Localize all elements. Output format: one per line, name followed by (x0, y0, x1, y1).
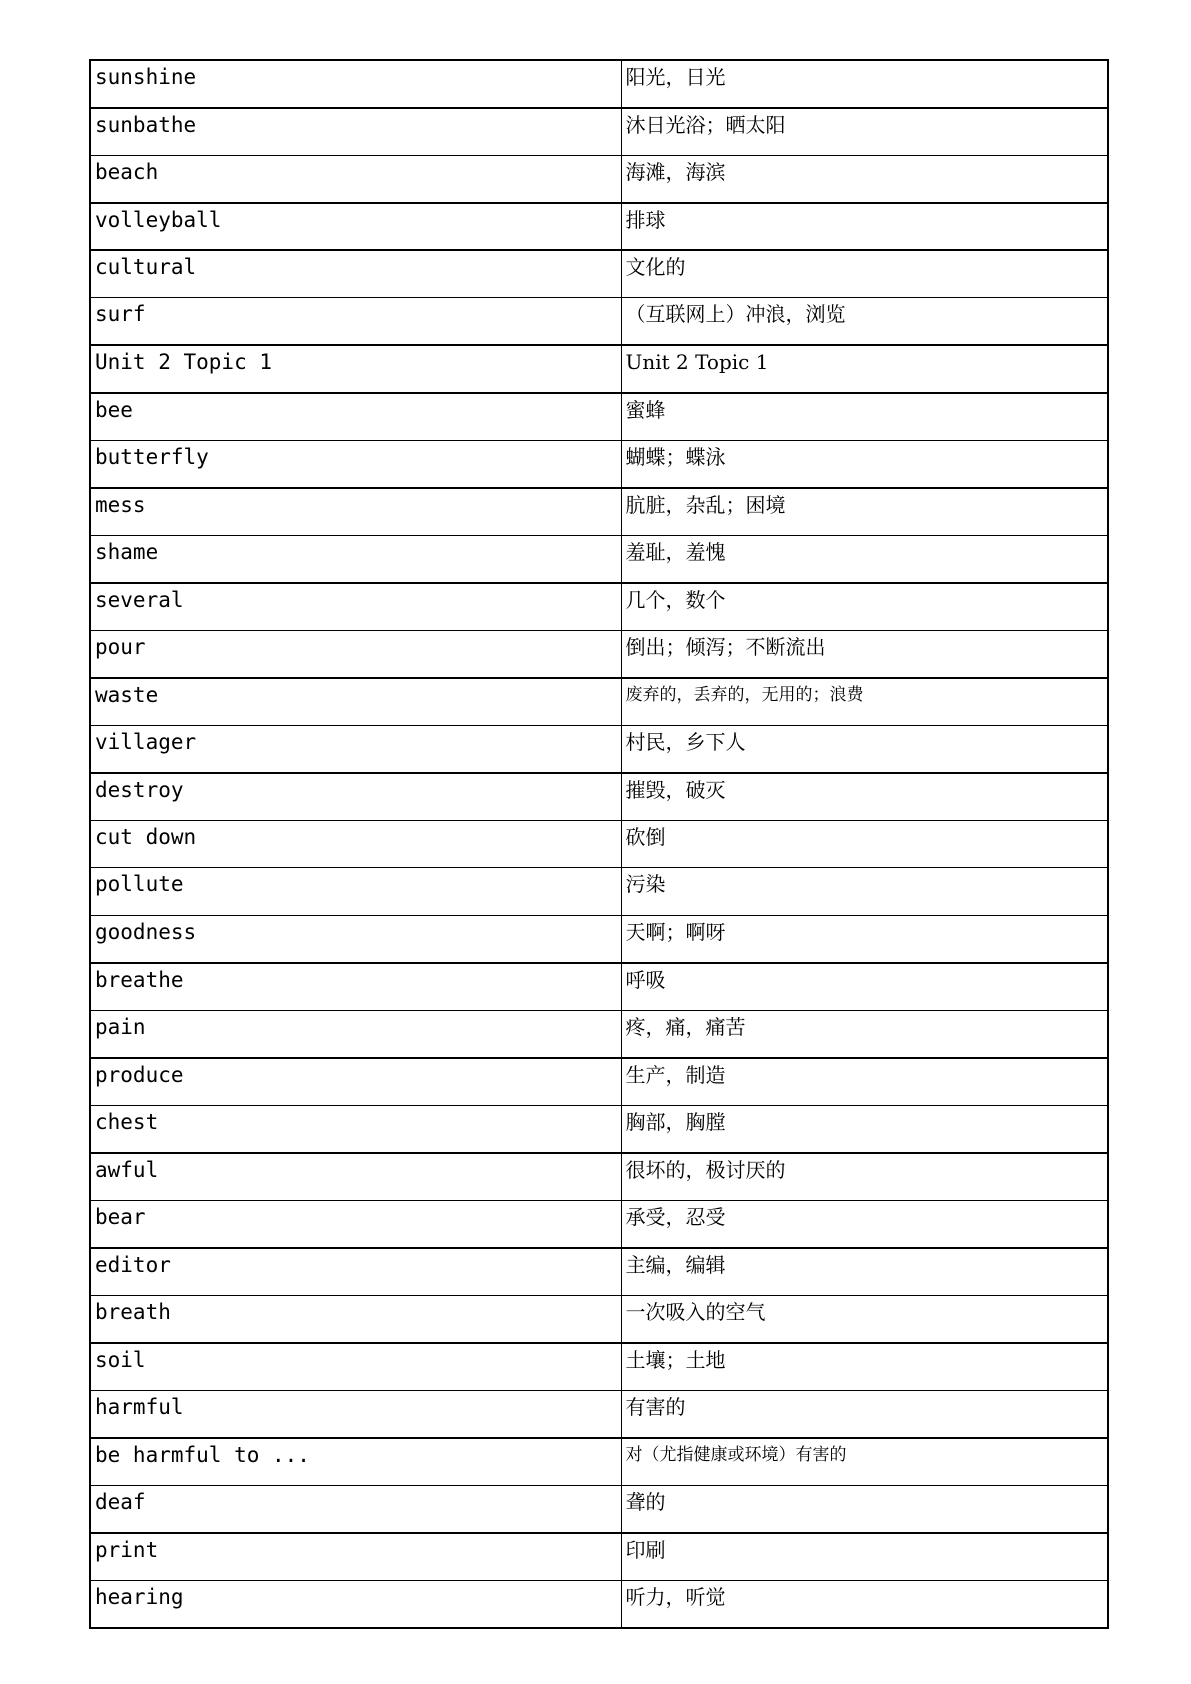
english-word-cell: awful (90, 1153, 621, 1201)
table-row (90, 1200, 1108, 1248)
english-word-cell: hearing (90, 1580, 621, 1628)
english-word-cell: several (90, 583, 621, 631)
chinese-meaning-cell: 污染 (621, 868, 1108, 916)
english-word-cell: shame (90, 535, 621, 583)
table-row (90, 108, 1108, 156)
chinese-meaning-cell: 对（尤指健康或环境）有害的 (621, 1438, 1108, 1486)
chinese-meaning-cell: 沐日光浴；晒太阳 (621, 108, 1108, 156)
table-row (90, 1058, 1108, 1106)
english-word-cell: goodness (90, 915, 621, 963)
table-row (90, 915, 1108, 963)
chinese-meaning-cell: 羞耻，羞愧 (621, 535, 1108, 583)
chinese-meaning-cell: 听力，听觉 (621, 1580, 1108, 1628)
table-row (90, 868, 1108, 916)
table-row (90, 345, 1108, 393)
table-row (90, 440, 1108, 488)
table-row (90, 535, 1108, 583)
table-row (90, 1438, 1108, 1486)
chinese-meaning-cell: 废弃的，丢弃的，无用的；浪费 (621, 678, 1108, 726)
chinese-meaning-cell: 排球 (621, 203, 1108, 251)
table-row (90, 1485, 1108, 1533)
chinese-meaning-cell: 蝴蝶；蝶泳 (621, 440, 1108, 488)
chinese-meaning-cell: 胸部，胸膛 (621, 1105, 1108, 1153)
table-row (90, 488, 1108, 536)
english-word-cell: volleyball (90, 203, 621, 251)
table-row (90, 60, 1108, 108)
table-row (90, 1390, 1108, 1438)
chinese-meaning-cell: 蜜蜂 (621, 393, 1108, 441)
chinese-meaning-cell: 印刷 (621, 1533, 1108, 1581)
table-row (90, 1343, 1108, 1391)
english-word-cell: sunshine (90, 60, 621, 108)
table-row (90, 1533, 1108, 1581)
english-word-cell: cut down (90, 820, 621, 868)
chinese-meaning-cell: 几个，数个 (621, 583, 1108, 631)
english-word-cell: be harmful to ... (90, 1438, 621, 1486)
chinese-meaning-cell: 土壤；土地 (621, 1343, 1108, 1391)
table-row (90, 820, 1108, 868)
english-word-cell: bear (90, 1200, 621, 1248)
chinese-meaning-cell: 村民，乡下人 (621, 725, 1108, 773)
english-word-cell: soil (90, 1343, 621, 1391)
chinese-meaning-cell: Unit 2 Topic 1 (621, 345, 1108, 393)
chinese-meaning-cell: 承受，忍受 (621, 1200, 1108, 1248)
english-word-cell: pain (90, 1010, 621, 1058)
english-word-cell: waste (90, 678, 621, 726)
table-row (90, 963, 1108, 1011)
table-row (90, 1010, 1108, 1058)
table-row (90, 1580, 1108, 1628)
table-row (90, 298, 1108, 346)
table-row (90, 1105, 1108, 1153)
chinese-meaning-cell: 很坏的，极讨厌的 (621, 1153, 1108, 1201)
table-row (90, 725, 1108, 773)
table-row (90, 773, 1108, 821)
english-word-cell: surf (90, 298, 621, 346)
table-row (90, 393, 1108, 441)
chinese-meaning-cell: 阳光，日光 (621, 60, 1108, 108)
english-word-cell: pour (90, 630, 621, 678)
table-row (90, 1295, 1108, 1343)
english-word-cell: beach (90, 155, 621, 203)
english-word-cell: editor (90, 1248, 621, 1296)
vocabulary-table (89, 59, 1109, 1629)
english-word-cell: breathe (90, 963, 621, 1011)
english-word-cell: bee (90, 393, 621, 441)
english-word-cell: chest (90, 1105, 621, 1153)
english-word-cell: Unit 2 Topic 1 (90, 345, 621, 393)
chinese-meaning-cell: 疼，痛，痛苦 (621, 1010, 1108, 1058)
chinese-meaning-cell: 呼吸 (621, 963, 1108, 1011)
english-word-cell: pollute (90, 868, 621, 916)
chinese-meaning-cell: 聋的 (621, 1485, 1108, 1533)
chinese-meaning-cell: 文化的 (621, 250, 1108, 298)
chinese-meaning-cell: 主编，编辑 (621, 1248, 1108, 1296)
vocabulary-table-body (90, 60, 1108, 1628)
chinese-meaning-cell: 砍倒 (621, 820, 1108, 868)
chinese-meaning-cell: 倒出；倾泻；不断流出 (621, 630, 1108, 678)
chinese-meaning-cell: 有害的 (621, 1390, 1108, 1438)
english-word-cell: produce (90, 1058, 621, 1106)
chinese-meaning-cell: 摧毁，破灭 (621, 773, 1108, 821)
chinese-meaning-cell: 一次吸入的空气 (621, 1295, 1108, 1343)
table-row (90, 155, 1108, 203)
chinese-meaning-cell: 生产，制造 (621, 1058, 1108, 1106)
english-word-cell: butterfly (90, 440, 621, 488)
chinese-meaning-cell: 肮脏，杂乱；困境 (621, 488, 1108, 536)
chinese-meaning-cell: （互联网上）冲浪，浏览 (621, 298, 1108, 346)
table-row (90, 678, 1108, 726)
english-word-cell: villager (90, 725, 621, 773)
table-row (90, 1153, 1108, 1201)
english-word-cell: print (90, 1533, 621, 1581)
english-word-cell: harmful (90, 1390, 621, 1438)
chinese-meaning-cell: 天啊；啊呀 (621, 915, 1108, 963)
english-word-cell: cultural (90, 250, 621, 298)
table-row (90, 203, 1108, 251)
chinese-meaning-cell: 海滩，海滨 (621, 155, 1108, 203)
english-word-cell: deaf (90, 1485, 621, 1533)
english-word-cell: breath (90, 1295, 621, 1343)
english-word-cell: mess (90, 488, 621, 536)
table-row (90, 583, 1108, 631)
table-row (90, 1248, 1108, 1296)
table-row (90, 250, 1108, 298)
english-word-cell: destroy (90, 773, 621, 821)
english-word-cell: sunbathe (90, 108, 621, 156)
table-row (90, 630, 1108, 678)
